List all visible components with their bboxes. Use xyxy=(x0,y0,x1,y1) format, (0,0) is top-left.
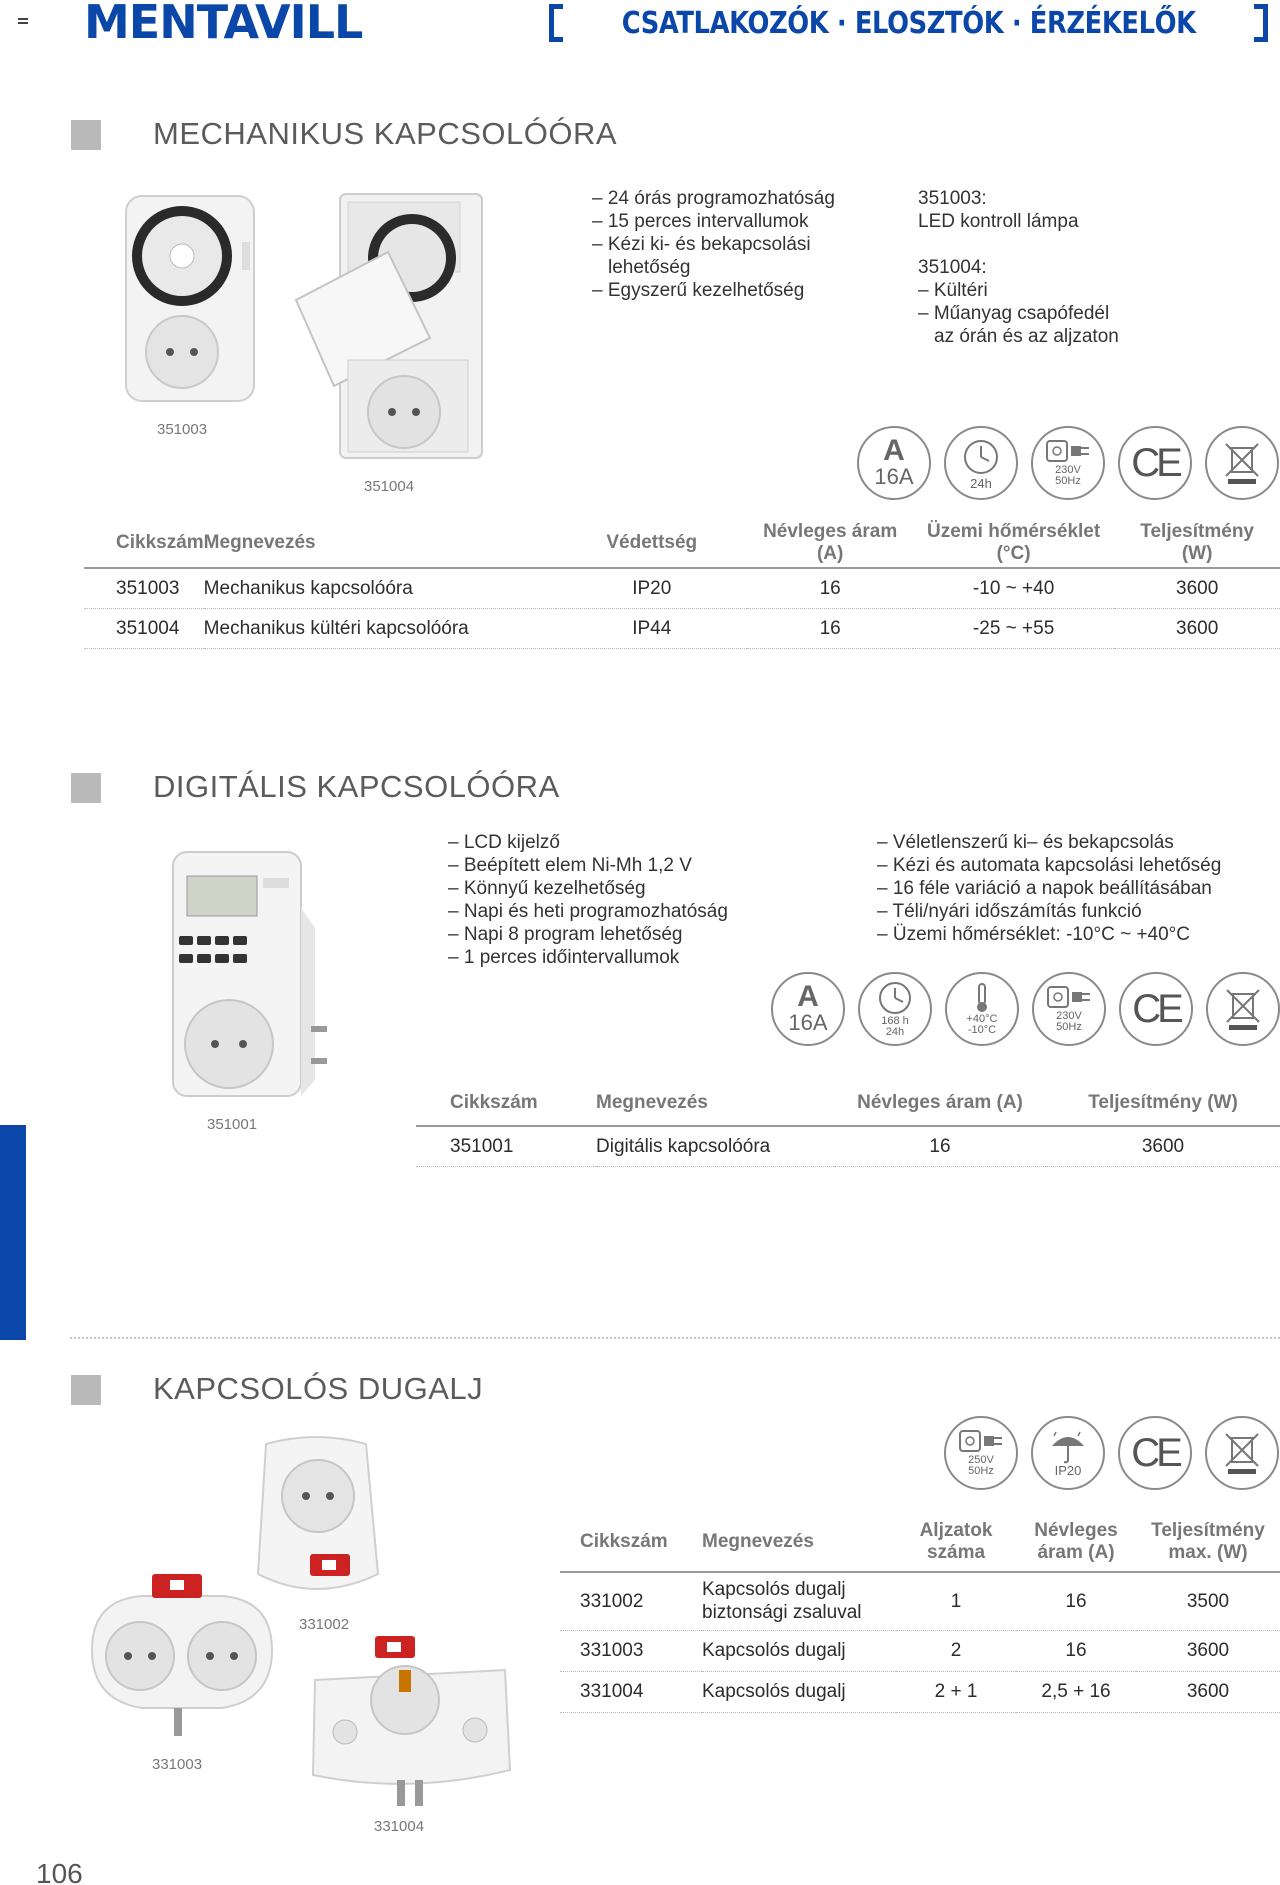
feature-item xyxy=(918,233,1119,256)
feature-item: lehetőség xyxy=(608,257,691,278)
umbrella-ip20-icon: IP20 xyxy=(1031,1416,1105,1490)
table-row: 351004 Mechanikus kültéri kapcsolóóra IP44 16 -25 ~ +55 3600 xyxy=(84,608,1280,648)
clock-icon xyxy=(876,980,914,1016)
section-marker xyxy=(71,1375,101,1405)
weee-bin-icon xyxy=(1206,972,1280,1046)
table-row: 331003 Kapcsolós dugalj 2 16 3600 xyxy=(560,1630,1280,1671)
feature-item: – LCD kijelző xyxy=(448,832,560,853)
product-image-351003 xyxy=(120,192,260,407)
feature-list-right xyxy=(918,187,1119,348)
column-header: Teljesítmény (W) xyxy=(1140,520,1254,564)
feature-item: – Könnyű kezelhetőség xyxy=(448,878,646,899)
ce-mark-icon: CE xyxy=(1118,426,1192,500)
feature-list-left xyxy=(592,187,835,302)
feature-item: – 1 perces időintervallumok xyxy=(448,947,680,968)
voltage-230v-icon: 230V 50Hz xyxy=(1031,426,1105,500)
ce-mark-icon: CE xyxy=(1118,1416,1192,1490)
feature-item: 351003: xyxy=(918,188,987,209)
spec-table-mech xyxy=(84,518,1280,649)
feature-item: – 24 órás programozhatóság xyxy=(592,188,835,209)
plug-icon xyxy=(958,1429,1004,1455)
plug-icon xyxy=(1046,985,1092,1011)
product-image-331003 xyxy=(82,1560,282,1750)
page-number: 106 xyxy=(36,1858,83,1885)
table-row: 331002 Kapcsolós dugalj biztonsági zsaluval 1 16 3500 xyxy=(560,1572,1280,1630)
column-header: Teljesítmény (W) xyxy=(1088,1091,1238,1113)
voltage-250v-icon: 250V 50Hz xyxy=(944,1416,1018,1490)
feature-item: – 16 féle variáció a napok beállításában xyxy=(877,878,1212,899)
bracket-left-icon xyxy=(549,4,563,42)
clock-168h-icon: 168 h 24h xyxy=(858,972,932,1046)
blue-side-tab xyxy=(0,1125,26,1340)
column-header: Védettség xyxy=(606,531,698,553)
crossed-bin-icon xyxy=(1222,440,1262,486)
table-row: 331004 Kapcsolós dugalj 2 + 1 2,5 + 16 3600 xyxy=(560,1671,1280,1712)
thermometer-glyph-icon xyxy=(974,982,990,1014)
umbrella-icon xyxy=(1048,1430,1088,1464)
column-header: Aljzatok száma xyxy=(919,1519,993,1563)
menu-icon[interactable] xyxy=(18,18,28,26)
product-image-351004 xyxy=(292,190,492,462)
clock-icon xyxy=(961,437,1001,477)
product-image-331004 xyxy=(305,1630,515,1810)
clock-24h-icon: 24h xyxy=(944,426,1018,500)
feature-item: az órán és az aljzaton xyxy=(934,326,1119,347)
current-16a-icon: A 16A xyxy=(771,972,845,1046)
section-title-mech: MECHANIKUS KAPCSOLÓÓRA xyxy=(153,116,618,151)
column-header: Cikkszám xyxy=(116,531,204,553)
column-header: Üzemi hőmérséklet (°C) xyxy=(927,520,1101,564)
product-label: 331003 xyxy=(152,1756,203,1773)
weee-bin-icon xyxy=(1205,1416,1279,1490)
feature-list-right xyxy=(877,831,1221,946)
feature-item: 351004: xyxy=(918,257,987,278)
section-marker xyxy=(71,773,101,803)
crossed-bin-icon xyxy=(1222,1430,1262,1476)
product-label: 331004 xyxy=(374,1818,425,1835)
spec-table-dugalj xyxy=(560,1512,1280,1713)
section-marker xyxy=(71,120,101,150)
column-header: Névleges áram (A) xyxy=(857,1091,1023,1113)
section-title-digi: DIGITÁLIS KAPCSOLÓÓRA xyxy=(153,769,560,804)
feature-item: – Véletlenszerű ki– és bekapcsolás xyxy=(877,832,1174,853)
thermometer-icon: +40°C -10°C xyxy=(945,972,1019,1046)
spec-table-digi xyxy=(416,1080,1280,1167)
feature-item: LED kontroll lámpa xyxy=(918,211,1079,232)
feature-item: – Egyszerű kezelhetőség xyxy=(592,280,805,301)
column-header: Megnevezés xyxy=(702,1530,814,1552)
plug-icon xyxy=(1045,439,1091,465)
column-header: Teljesítmény max. (W) xyxy=(1151,1519,1265,1563)
ce-mark-icon: CE xyxy=(1119,972,1193,1046)
feature-item: – Kültéri xyxy=(918,280,988,301)
column-header: Névleges áram (A) xyxy=(763,520,898,564)
column-header: Cikkszám xyxy=(450,1091,538,1113)
feature-item: – Napi és heti programozhatóság xyxy=(448,901,728,922)
feature-list-left xyxy=(448,831,728,969)
feature-item: – 15 perces intervallumok xyxy=(592,211,809,232)
crossed-bin-icon xyxy=(1223,986,1263,1032)
product-image-351001 xyxy=(165,848,330,1100)
feature-item: – Kézi ki- és bekapcsolási xyxy=(592,234,811,255)
brand-logo: MENTAVILL xyxy=(84,0,363,49)
product-label: 351003 xyxy=(157,421,208,438)
feature-item: – Kézi és automata kapcsolási lehetőség xyxy=(877,855,1222,876)
product-label: 351004 xyxy=(364,478,415,495)
bracket-right-icon xyxy=(1254,4,1268,42)
section-title-dugalj: KAPCSOLÓS DUGALJ xyxy=(153,1371,484,1406)
column-header: Cikkszám xyxy=(580,1530,668,1552)
feature-item: – Üzemi hőmérséklet: -10°C ~ +40°C xyxy=(877,924,1190,945)
feature-item: – Téli/nyári időszámítás funkció xyxy=(877,901,1142,922)
header-title-text: CSATLAKOZÓK · ELOSZTÓK · ÉRZÉKELŐK xyxy=(621,5,1196,41)
table-row: 351001 Digitális kapcsolóóra 16 3600 xyxy=(416,1126,1280,1166)
column-header: Névleges áram (A) xyxy=(1034,1519,1118,1563)
feature-item: – Beépített elem Ni-Mh 1,2 V xyxy=(448,855,692,876)
table-row: 351003 Mechanikus kapcsolóóra IP20 16 -10 ~ +40 3600 xyxy=(84,568,1280,608)
feature-item: – Napi 8 program lehetőség xyxy=(448,924,683,945)
voltage-230v-icon: 230V 50Hz xyxy=(1032,972,1106,1046)
weee-bin-icon xyxy=(1205,426,1279,500)
column-header: Megnevezés xyxy=(596,1091,708,1113)
feature-item: – Műanyag csapófedél xyxy=(918,303,1110,324)
product-label: 331002 xyxy=(299,1616,350,1633)
current-16a-icon: A 16A xyxy=(857,426,931,500)
product-label: 351001 xyxy=(207,1116,258,1133)
column-header: Megnevezés xyxy=(203,531,316,553)
page-header-title xyxy=(549,2,1268,44)
section-divider xyxy=(70,1337,1280,1339)
